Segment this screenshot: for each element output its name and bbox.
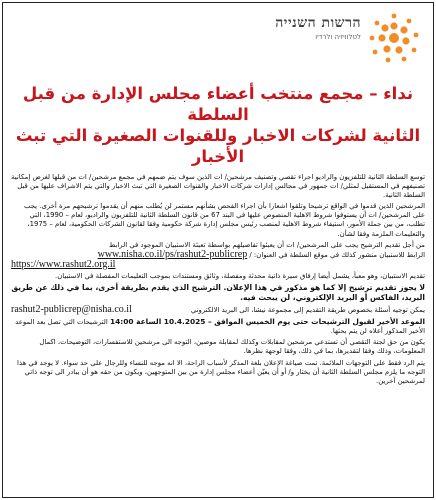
logo: [221, 11, 421, 71]
submission-text: من أجل تقديم الترشيح يجب على المرشحين/ ات أن يعبئوا تفاصيلهم بواسطة تعبئة الاستبيان الموجود في الرابط: [108, 240, 425, 249]
questions-text: يمكن توجيه أسئلة بخصوص طريقة التقديم إلى مجموعة نيشا، الى البريد الالكتروني: [190, 306, 425, 315]
paragraph-closing: يتم الرد فقط على التوجهات الملائمة. تمت صياغة الإعلان بلغة المذكر لأسباب الراحة، الا انه موجه للنساء وللرجال على حد سواء. لا يوجد في هذا التوجه ما يلزم مجلس السلطة الثانية أن يختار و/ أو أن يعيّن أعضاء مجلس إدارة من بين المتوجهين، ويكون من حقه هو أن يبادر الى توجه ذاتي لمرشحين آخرين.: [17, 358, 425, 385]
announcement-body: [3, 167, 433, 386]
paragraph-submission: [11, 241, 425, 270]
deadline-text: الموعد الأخير لقبول الترشيحات حتى يوم الخميس الموافق – 10.4.2025 الساعة 14:00: [109, 317, 425, 327]
rashut-link[interactable]: https://www.rashut2.org.il: [11, 258, 116, 270]
nisha-link[interactable]: www.nisha.co.il/ps/rashut2-publicrep: [97, 248, 248, 260]
title-line-1: نداء – مجمع منتخب أعضاء مجلس الإدارة من قبل السلطة: [22, 84, 414, 124]
announcement-title: [3, 83, 433, 167]
announcement-frame: [2, 2, 434, 498]
paragraph-deadline: [11, 317, 425, 336]
paragraph-warning: لا يجوز تقديم ترشيح إلا كما هو مذكور في هذا الإعلان. الترشيح الذي يقدم بطريقة أخرى، بما في ذلك عن طريق البريد، الفاكس أو البريد الإلكتروني، لن يبحث فيه.: [11, 283, 425, 303]
paragraph-questions: [11, 305, 425, 315]
logo-text: [275, 15, 361, 41]
deadline-note: الترشيحات التي تصل بعد الموعد الأخير المذكور أعلاه لن يتم بحثها.: [15, 318, 425, 336]
paragraph-attachments: تقديم الاستبيان، وهو معبأ، يشمل أيضا إرفاق سيرة ذاتية محدثة ومفصلة، وثائق ومستندات بموجب التعليمات المفصلة في الاستبيان.: [55, 271, 425, 280]
questionnaire-note: الرابط للاستبيان منشور كذلك في موقع السلطة في العنوان: /: [249, 250, 425, 259]
paragraph-intro: توسع السلطة الثانية للتلفزيون والراديو اجراء تقصي وتصنيف مرشحين/ ات الذين سوف يتم ضمهم في مجمع مرشحين/ ات من قبلها لغرض إمكانية تصنيفهم في المستقبل لمثلي/ ات جمهور في مجالس إدارات شركات الاخبار والقنوات الصغيرة التي تبث الاخبار والتي يتم الاشراف عليها من قبل السلطة الثانية.: [11, 173, 425, 200]
title-line-2: الثانية لشركات الاخبار وللقنوات الصغيرة التي تبث الأخبار: [15, 126, 421, 166]
logo-emblem-icon: [367, 11, 421, 65]
header: [3, 3, 433, 81]
email-link[interactable]: rashut2-publicrep@nisha.co.il: [11, 304, 132, 316]
paragraph-committee: يكون من حق لجنة التقصي أن تستدعي مرشحين لمقابلات وكذلك لمقابلة موصين، التوجه الى مرشحين للاستفسارات، التوضيحات، اكمال المعلومات، وذلك وفقا لتقديرها، بما في ذلك، وفقا لوجهة نظرها.: [39, 338, 425, 356]
paragraph-eligibility: المرشحين الذين قدموا في الواقع ترشيحا وتلقوا اشعارا بأن اجراء الفحص بشأنهم مستمر لن يُطلب منهم أن يقدموا ترشيحهم مرة أخرى. يجب على المرشحين/ ات أن يستوفوا شروط الاهلية المنصوص عليها في البند 67 من قانون السلطة الثانية للتلفزيون والراديو، لعام – 1990، التي تطلب، من بين جملة الأمور، استيفاء شروط الاهلية لمنصب رئيس مجلس إدارة شركة حكومية وفقا لقانون الشركات الحكومية، لعام – 1975، والتعليمات الملزمة وفقا لشأن.: [23, 202, 425, 238]
link-line-rashut: [11, 260, 425, 270]
logo-title: הרשות השנייה: [275, 15, 361, 31]
logo-subtitle: לטלוויזיה ולרדיו: [315, 33, 361, 41]
